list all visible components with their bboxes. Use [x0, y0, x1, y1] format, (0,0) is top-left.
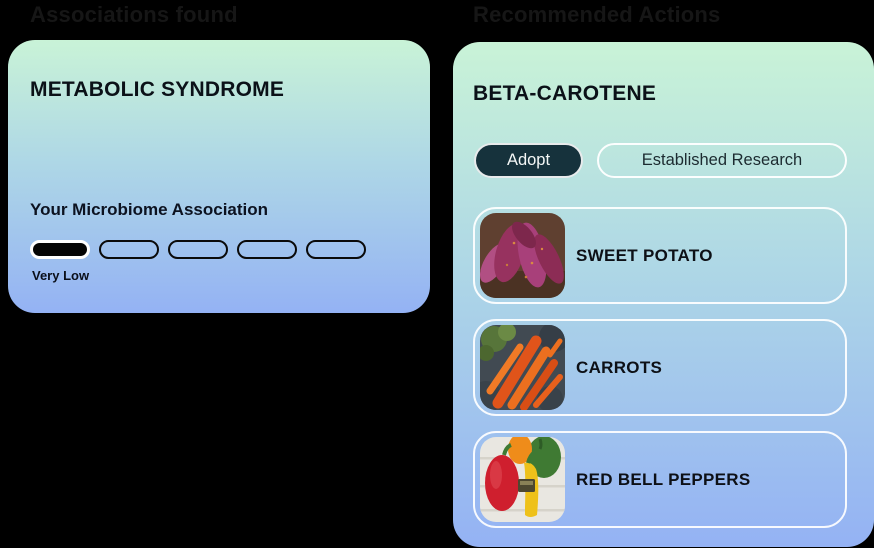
food-name-sweet-potato: SWEET POTATO — [576, 245, 713, 265]
association-level-label: Very Low — [32, 268, 90, 283]
red-bell-peppers-photo — [480, 437, 565, 522]
microbiome-association-label: Your Microbiome Association — [30, 200, 269, 219]
recommendation-card-title: BETA-CAROTENE — [473, 82, 657, 105]
adopt-badge[interactable]: Adopt — [474, 143, 583, 178]
level-pill-2 — [99, 240, 159, 259]
level-pill-3 — [168, 240, 228, 259]
level-pill-1-filled — [30, 240, 90, 259]
carrots-photo — [480, 325, 565, 410]
association-card-title: METABOLIC SYNDROME — [30, 78, 285, 101]
sweet-potato-photo — [480, 213, 565, 298]
food-list — [473, 207, 847, 528]
association-card[interactable] — [8, 40, 430, 313]
badge-row — [474, 143, 847, 178]
level-pill-4 — [237, 240, 297, 259]
food-name-carrots: CARROTS — [576, 357, 663, 377]
recommended-actions-header: Recommended Actions — [473, 2, 721, 27]
level-pill-5 — [306, 240, 366, 259]
association-level-meter — [30, 240, 366, 259]
established-research-badge[interactable]: Established Research — [597, 143, 847, 178]
associations-header: Associations found — [30, 2, 238, 27]
food-item-sweet-potato[interactable] — [473, 207, 847, 304]
food-item-carrots[interactable] — [473, 319, 847, 416]
food-name-red-bell-peppers: RED BELL PEPPERS — [576, 469, 751, 489]
recommendation-card[interactable] — [453, 42, 874, 547]
food-item-red-bell-peppers[interactable] — [473, 431, 847, 528]
